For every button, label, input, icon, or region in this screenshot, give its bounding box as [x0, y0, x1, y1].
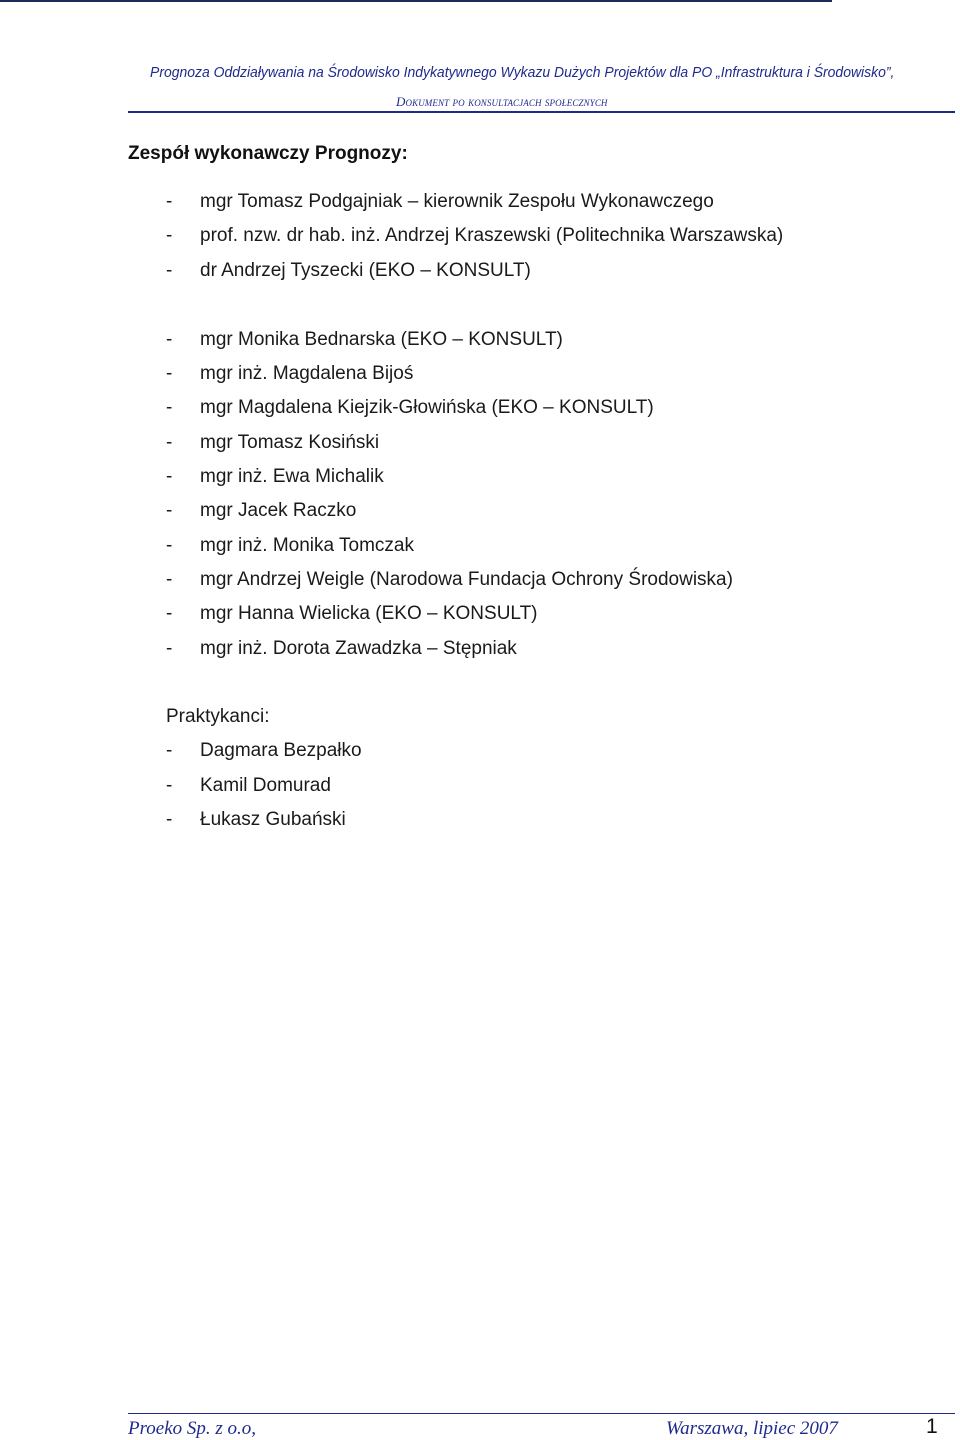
member-name: mgr Magdalena Kiejzik-Głowińska (EKO – KONSULT) — [200, 397, 654, 418]
member-name: mgr inż. Monika Tomczak — [200, 535, 414, 556]
footer-divider — [128, 1413, 955, 1414]
bullet-dash: - — [166, 329, 173, 350]
bullet-dash: - — [166, 603, 173, 624]
member-name: mgr inż. Dorota Zawadzka – Stępniak — [200, 638, 517, 659]
bullet-dash: - — [166, 638, 173, 659]
header-title: Prognoza Oddziaływania na Środowisko Indykatywnego Wykazu Dużych Projektów dla PO „Infrastruktura i Środowisko”, — [149, 64, 894, 81]
bullet-dash: - — [166, 775, 173, 796]
bullet-dash: - — [166, 225, 173, 246]
bullet-dash: - — [166, 432, 173, 453]
member-name: mgr Hanna Wielicka (EKO – KONSULT) — [200, 603, 538, 624]
member-name: dr Andrzej Tyszecki (EKO – KONSULT) — [200, 260, 531, 281]
bullet-dash: - — [166, 569, 173, 590]
bullet-dash: - — [166, 466, 173, 487]
member-name: mgr Jacek Raczko — [200, 500, 357, 521]
bullet-dash: - — [166, 740, 173, 761]
bullet-dash: - — [166, 809, 173, 830]
member-name: prof. nzw. dr hab. inż. Andrzej Kraszewski (Politechnika Warszawska) — [200, 225, 784, 246]
bullet-dash: - — [166, 260, 173, 281]
trainee-name: Łukasz Gubański — [200, 809, 346, 830]
trainee-name: Dagmara Bezpałko — [200, 740, 362, 761]
bullet-dash: - — [166, 397, 173, 418]
footer-company: Proeko Sp. z o.o, — [128, 1418, 257, 1439]
bullet-dash: - — [166, 500, 173, 521]
member-name: mgr Tomasz Podgajniak – kierownik Zespołu Wykonawczego — [200, 191, 714, 212]
bullet-dash: - — [166, 191, 173, 212]
header-subtitle: Dokument po konsultacjach społecznych — [396, 94, 608, 109]
member-name: mgr Andrzej Weigle (Narodowa Fundacja Ochrony Środowiska) — [200, 569, 733, 590]
bullet-dash: - — [166, 535, 173, 556]
footer-place-date: Warszawa, lipiec 2007 — [666, 1418, 838, 1439]
member-name: mgr Tomasz Kosiński — [200, 432, 380, 453]
bullet-dash: - — [166, 363, 173, 384]
trainee-name: Kamil Domurad — [200, 775, 331, 796]
header-divider — [128, 111, 955, 113]
member-name: mgr inż. Magdalena Bijoś — [200, 363, 414, 384]
member-name: mgr Monika Bednarska (EKO – KONSULT) — [200, 329, 563, 350]
top-page-rule — [0, 0, 832, 2]
team-heading: Zespół wykonawczy Prognozy: — [128, 143, 408, 164]
page-number: 1 — [926, 1415, 938, 1438]
member-name: mgr inż. Ewa Michalik — [200, 466, 384, 487]
trainees-heading: Praktykanci: — [166, 706, 270, 727]
